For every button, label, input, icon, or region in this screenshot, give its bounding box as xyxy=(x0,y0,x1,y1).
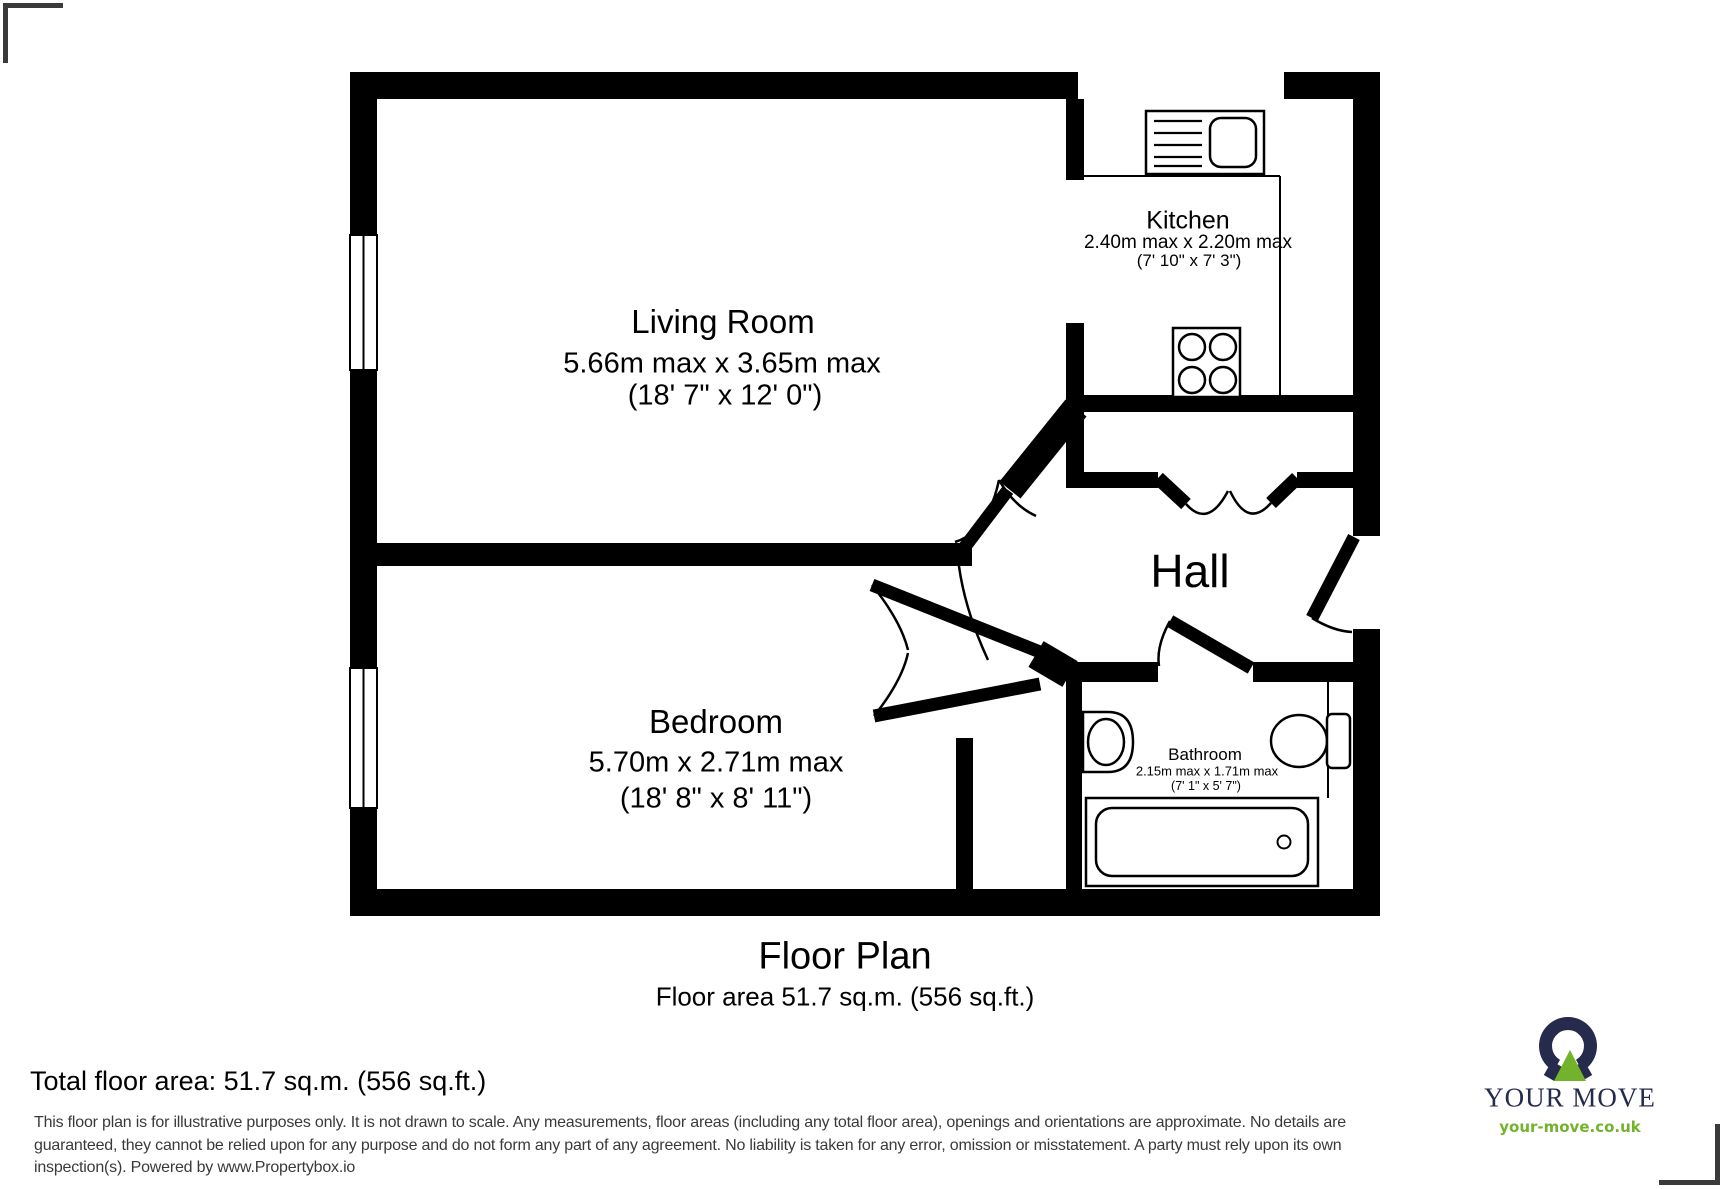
kitchen-dims-imperial: (7' 10" x 7' 3") xyxy=(1136,251,1242,270)
living-room-dims-metric: 5.66m max x 3.65m max xyxy=(563,347,881,380)
bedroom-dims-imperial: (18' 8" x 8' 11") xyxy=(619,782,813,815)
entrance-door xyxy=(1312,534,1380,632)
bathroom-label: Bathroom xyxy=(1168,745,1242,764)
bathroom-dims-imperial: (7' 1" x 5' 7") xyxy=(1171,779,1241,793)
bathroom-door xyxy=(1158,621,1251,668)
window-symbol-bedroom xyxy=(350,668,377,808)
window-symbol-living-room xyxy=(350,235,377,370)
toilet-symbol xyxy=(1271,714,1350,768)
crop-mark-bottom-right xyxy=(1659,1124,1720,1185)
bedroom-dims-metric: 5.70m x 2.71m max xyxy=(588,746,844,779)
bathroom-dims-metric: 2.15m max x 1.71m max xyxy=(1135,763,1279,779)
total-floor-area: Total floor area: 51.7 sq.m. (556 sq.ft.) xyxy=(30,1066,487,1096)
bedroom-door-double-swing xyxy=(872,585,1040,716)
kitchen-sink-symbol xyxy=(1146,111,1264,174)
kitchen-label: Kitchen xyxy=(1146,206,1230,235)
disclaimer-line-3: inspection(s). Powered by www.Propertybox.io xyxy=(34,1159,356,1176)
plan-title: Floor Plan xyxy=(758,935,932,978)
kitchen-dims-metric: 2.40m max x 2.20m max xyxy=(1083,232,1293,253)
hob-symbol xyxy=(1173,328,1240,397)
basin-symbol xyxy=(1083,712,1133,772)
your-move-logo-icon xyxy=(1546,1024,1591,1081)
bedroom-label: Bedroom xyxy=(649,703,783,740)
living-room-dims-imperial: (18' 7" x 12' 0") xyxy=(627,379,823,412)
living-room-label: Living Room xyxy=(631,303,815,340)
disclaimer xyxy=(34,1112,1346,1180)
crop-mark-top-left xyxy=(3,3,63,63)
hall-label: Hall xyxy=(1150,545,1230,597)
bathtub-symbol xyxy=(1086,798,1318,886)
plan-area-line: Floor area 51.7 sq.m. (556 sq.ft.) xyxy=(655,981,1035,1012)
disclaimer-line-1: This floor plan is for illustrative purposes only. It is not drawn to scale. Any measurements, floor areas (including any total floor area), openings and orientations are approximate. No details are xyxy=(34,1114,1346,1131)
disclaimer-line-2: guaranteed, they cannot be relied upon for any purpose and do not form any part of any agreement. No liability is taken for any error, omission or misstatement. A party must rely upon its own xyxy=(34,1136,1342,1154)
brand-name: YOUR MOVE xyxy=(1484,1082,1656,1113)
brand-url: your-move.co.uk xyxy=(1499,1118,1641,1136)
kitchen-doorway-double-swing xyxy=(1158,478,1297,514)
